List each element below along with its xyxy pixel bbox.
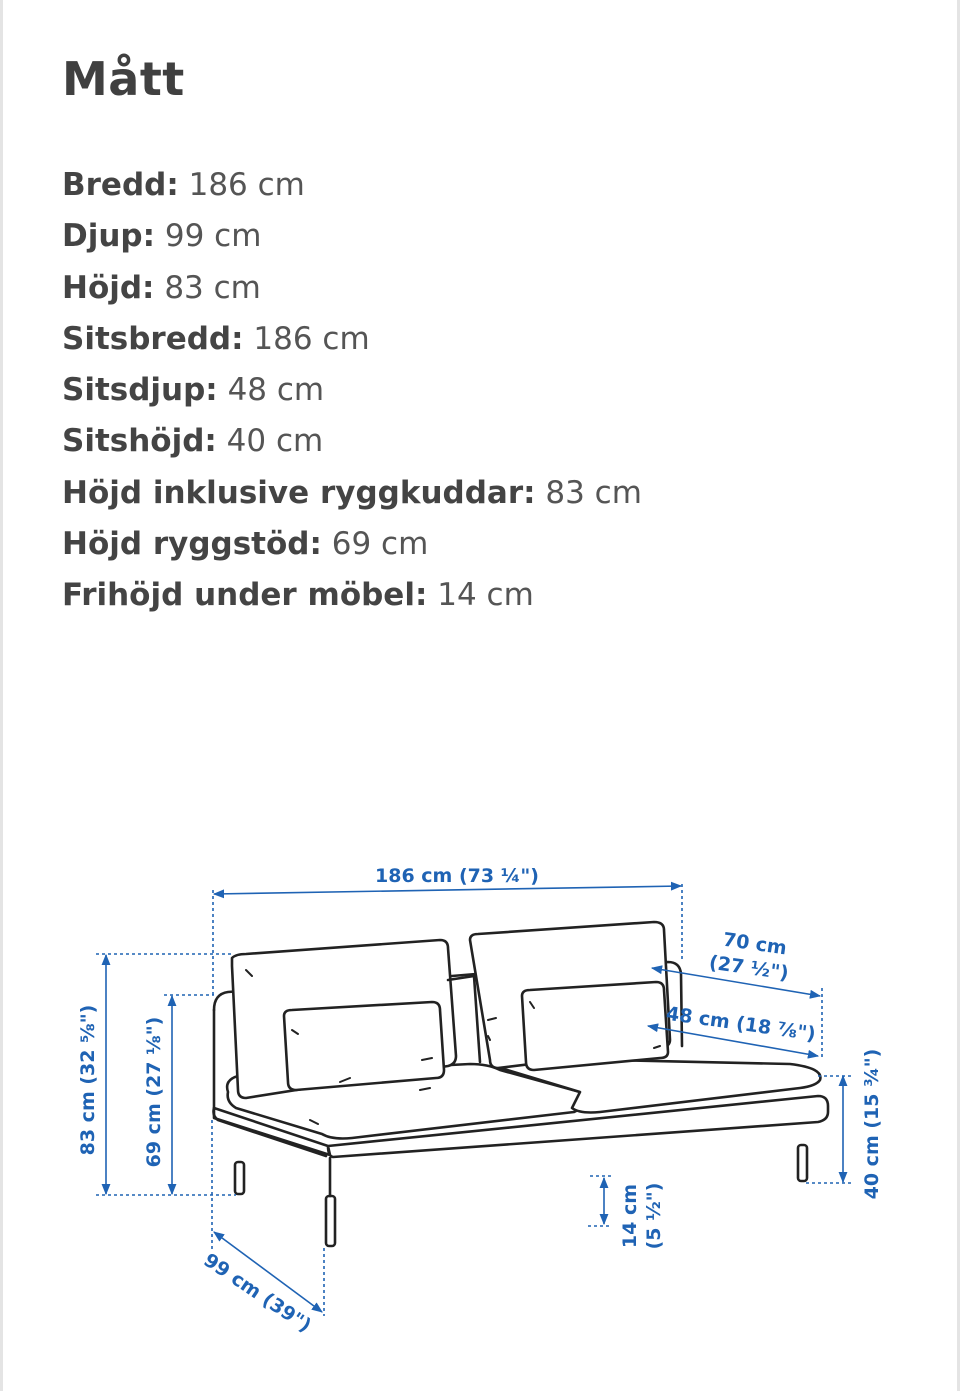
spec-value: 186 cm: [253, 320, 370, 357]
spec-row-clearance: [62, 572, 642, 623]
spec-row-height-with-cushions: [62, 470, 642, 521]
width-label: 186 cm (73 ¼"): [375, 865, 539, 887]
spec-row-width: [62, 162, 642, 213]
spec-label: Höjd ryggstöd:: [62, 526, 322, 563]
spec-value: 99 cm: [164, 218, 262, 255]
sofa-leg-left: [235, 1162, 244, 1194]
seat-height-label: 40 cm (15 ¾"): [861, 1048, 883, 1200]
back-height-label: 69 cm (27 ⅛"): [143, 1016, 165, 1168]
back-depth-label-line2: (27 ½"): [707, 951, 790, 985]
dimension-spec-list: [62, 162, 642, 624]
back-depth-label-line1: 70 cm: [721, 928, 789, 960]
sofa-leg-front: [326, 1196, 335, 1246]
spec-row-height: [62, 265, 642, 316]
spec-label: Bredd:: [62, 167, 179, 203]
spec-value: 186 cm: [188, 167, 305, 203]
lumbar-pillow-left: [284, 1002, 444, 1090]
spec-label: Djup:: [62, 218, 156, 255]
clearance-label-line2: (5 ½"): [643, 1182, 665, 1250]
spec-value: 83 cm: [545, 474, 642, 511]
spec-row-seat-height: [62, 418, 642, 469]
lumbar-pillow-right: [522, 982, 668, 1070]
spec-row-backrest-height: [62, 521, 642, 572]
spec-label: Höjd inklusive ryggkuddar:: [62, 474, 536, 511]
depth-label: 99 cm (39"): [199, 1249, 316, 1337]
spec-row-seat-width: [62, 316, 642, 367]
spec-value: 48 cm: [227, 372, 325, 409]
page-title: Mått: [62, 52, 185, 106]
spec-label: Sitsbredd:: [62, 320, 244, 357]
spec-value: 83 cm: [164, 269, 261, 306]
spec-label: Höjd:: [62, 269, 155, 306]
spec-row-depth: [62, 213, 642, 264]
sofa-dimension-diagram: [0, 830, 960, 1350]
spec-label: Frihöjd under möbel:: [62, 577, 428, 614]
seat-depth-label: 48 cm (18 ⅞"): [664, 1002, 817, 1046]
sofa-leg-right: [798, 1145, 807, 1181]
total-height-label: 83 cm (32 ⅝"): [77, 1004, 99, 1156]
spec-value: 40 cm: [226, 423, 324, 460]
spec-label: Sitsdjup:: [62, 372, 218, 409]
spec-value: 14 cm: [437, 577, 534, 614]
spec-value: 69 cm: [331, 526, 429, 563]
spec-label: Sitshöjd:: [62, 423, 217, 460]
spec-row-seat-depth: [62, 367, 642, 418]
width-dimension-line: [214, 886, 681, 894]
clearance-label-line1: 14 cm: [619, 1183, 641, 1249]
